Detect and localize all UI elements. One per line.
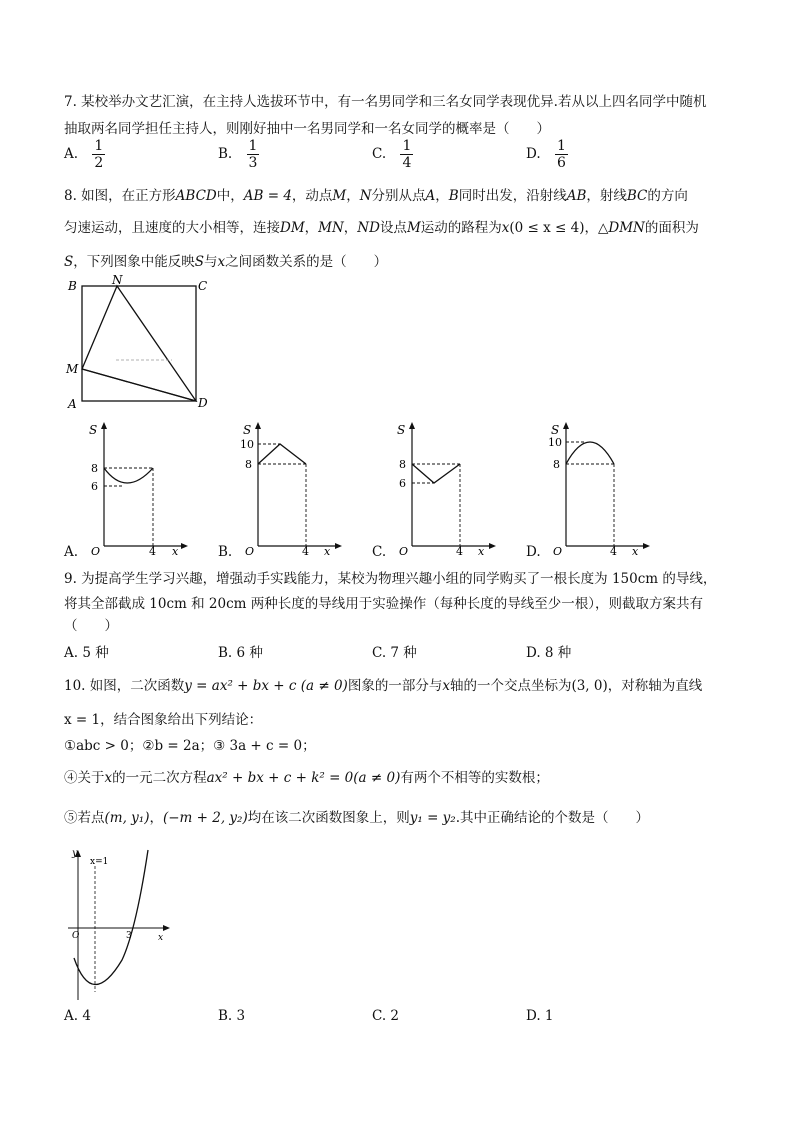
svg-text:x: x: [478, 545, 485, 558]
svg-text:O: O: [91, 545, 101, 558]
svg-text:O: O: [399, 545, 409, 558]
svg-text:6: 6: [399, 477, 406, 490]
graph-a: [64, 418, 194, 560]
svg-text:O: O: [553, 545, 563, 558]
vertex-c-label: C: [198, 279, 208, 293]
q8-option-c[interactable]: C.: [372, 544, 387, 560]
svg-text:10: 10: [240, 438, 254, 451]
q8-line3: S，下列图象中能反映S与x之间函数关系的是（ ）: [64, 254, 388, 270]
svg-text:8: 8: [553, 458, 560, 471]
q7-option-a[interactable]: A. $\frac{1}{2}$: [64, 138, 104, 171]
q9-line1: 9. 为提高学生学习兴趣，增强动手实践能力，某校为物理兴趣小组的同学购买了一根长度为 150cm 的导线，: [64, 571, 717, 587]
svg-text:8: 8: [91, 462, 98, 475]
svg-text:6: 6: [91, 480, 98, 493]
q10-line5: ⑤若点(m, y₁)，(−m + 2, y₂)均在该二次函数图象上，则y₁ = y₂.其中正确结论的个数是（ ）: [64, 810, 650, 826]
q8-option-b[interactable]: B.: [218, 544, 233, 560]
q8-option-a[interactable]: A.: [64, 544, 79, 560]
svg-text:8: 8: [399, 458, 406, 471]
svg-text:O: O: [245, 545, 255, 558]
fraction: $\frac{1}{2}$: [94, 138, 104, 171]
svg-text:4: 4: [456, 545, 463, 558]
svg-text:4: 4: [302, 545, 309, 558]
graph-c: [372, 418, 502, 560]
q9-option-b[interactable]: B. 6 种: [218, 645, 263, 661]
point-n-label: N: [112, 273, 123, 287]
svg-text:3: 3: [126, 931, 132, 941]
q10-line4: ④关于x的一元二次方程ax² + bx + c + k² = 0(a ≠ 0)有两个不相等的实数根；: [64, 770, 549, 786]
svg-text:O: O: [72, 931, 80, 941]
svg-text:S: S: [243, 423, 252, 437]
q10-line3: ①abc > 0；②b = 2a；③ 3a + c = 0；: [64, 738, 316, 754]
q8-option-d[interactable]: D.: [526, 544, 541, 560]
q10-option-a[interactable]: A. 4: [64, 1008, 91, 1024]
q9-line2: 将其全部截成 10cm 和 20cm 两种长度的导线用于实验操作（每种长度的导线至少一根），则截取方案共有: [64, 596, 703, 612]
q9-line3: （ ）: [64, 618, 118, 634]
vertex-d-label: D: [198, 396, 208, 410]
graph-d: [526, 418, 656, 560]
q7-option-c[interactable]: C. $\frac{1}{4}$: [372, 138, 412, 171]
fraction: $\frac{1}{6}$: [556, 138, 566, 171]
q10-option-c[interactable]: C. 2: [372, 1008, 400, 1024]
q10-line2: x = 1，结合图象给出下列结论：: [64, 712, 263, 728]
svg-text:x=1: x=1: [90, 857, 109, 867]
fraction: $\frac{1}{3}$: [248, 138, 258, 171]
q7-line1: 7. 某校举办文艺汇演，在主持人选拔环节中，有一名男同学和三名女同学表现优异.若从以上四名同学中随机: [64, 94, 707, 110]
vertex-a-label: A: [68, 397, 77, 411]
q10-option-b[interactable]: B. 3: [218, 1008, 246, 1024]
q9-option-c[interactable]: C. 7 种: [372, 645, 417, 661]
q10-line1: 10. 如图，二次函数y = ax² + bx + c (a ≠ 0)图象的一部分与x轴的一个交点坐标为(3, 0)，对称轴为直线: [64, 678, 703, 694]
svg-text:S: S: [551, 423, 560, 437]
q9-option-a[interactable]: A. 5 种: [64, 645, 109, 661]
svg-text:x: x: [632, 545, 639, 558]
vertex-b-label: B: [68, 279, 77, 293]
svg-text:S: S: [89, 423, 98, 437]
q7-option-b[interactable]: B. $\frac{1}{3}$: [218, 138, 258, 171]
svg-text:x: x: [324, 545, 331, 558]
q10-option-d[interactable]: D. 1: [526, 1008, 554, 1024]
svg-text:4: 4: [149, 545, 156, 558]
svg-text:y: y: [72, 848, 78, 859]
q8-line1: 8. 如图，在正方形ABCD中，AB = 4，动点M，N分别从点A，B同时出发，沿射线AB，射线BC的方向: [64, 188, 688, 204]
q8-line2: 匀速运动，且速度的大小相等，连接DM，MN，ND设点M运动的路程为x(0 ≤ x ≤ 4)，△DMN的面积为: [64, 220, 699, 236]
point-m-label: M: [66, 362, 79, 376]
q7-line2: 抽取两名同学担任主持人，则刚好抽中一名男同学和一名女同学的概率是（ ）: [64, 121, 550, 137]
q9-option-d[interactable]: D. 8 种: [526, 645, 572, 661]
q7-option-d[interactable]: D. $\frac{1}{6}$: [526, 138, 566, 171]
svg-text:S: S: [397, 423, 406, 437]
svg-text:4: 4: [610, 545, 617, 558]
svg-text:x: x: [172, 545, 179, 558]
square-abcd-figure: [60, 272, 210, 414]
graph-b: [218, 418, 348, 560]
fraction: $\frac{1}{4}$: [402, 138, 412, 171]
parabola-figure: [62, 842, 178, 1002]
svg-text:8: 8: [245, 458, 252, 471]
svg-text:x: x: [158, 933, 164, 943]
svg-text:10: 10: [548, 436, 562, 449]
